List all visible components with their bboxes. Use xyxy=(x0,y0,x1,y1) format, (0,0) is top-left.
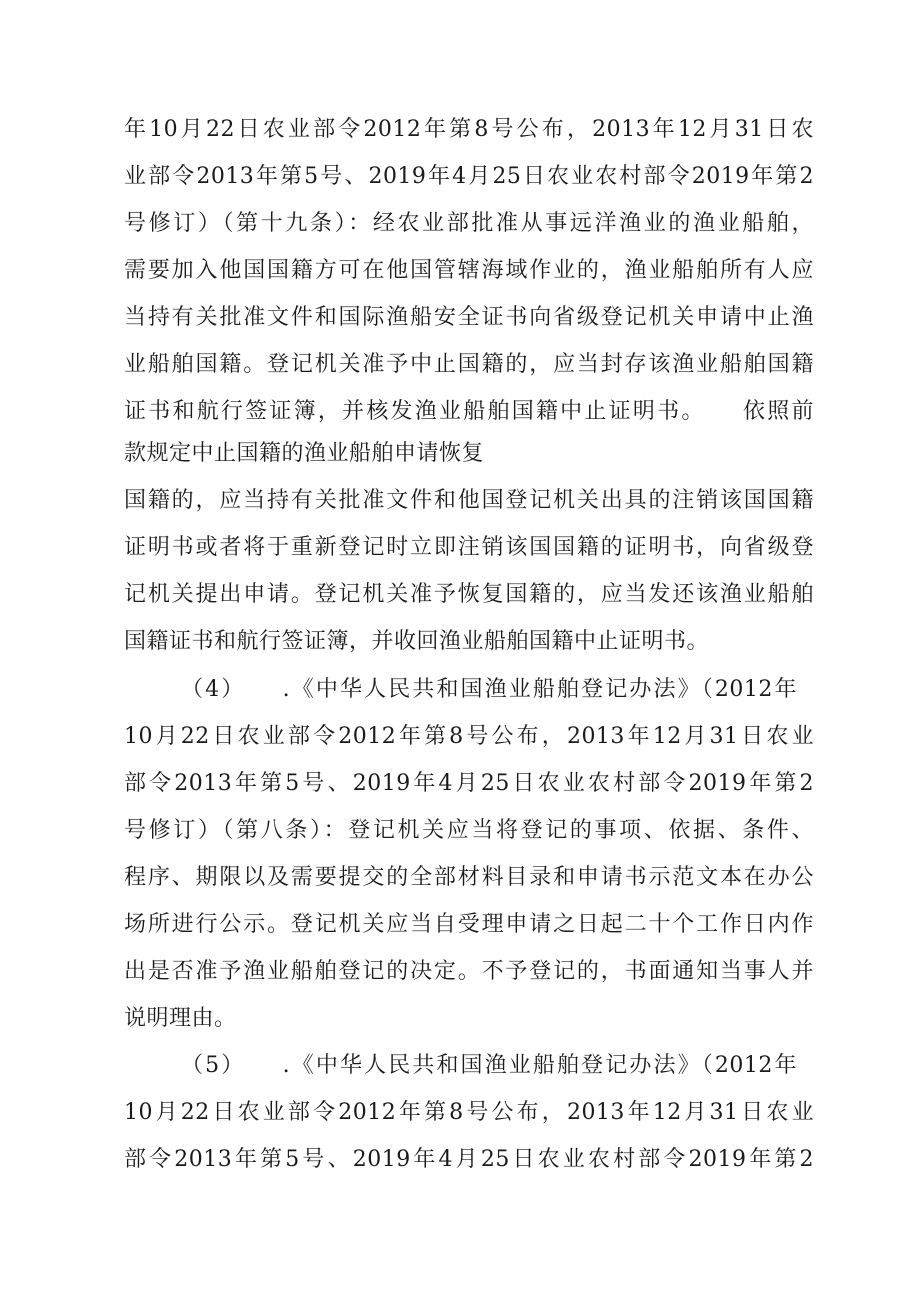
text-line: 部令2013年第5号、2019年4月25日农业农村部令2019年第2 xyxy=(124,1147,814,1172)
text-line: 证明书或者将于重新登记时立即注销该国国籍的证明书，向省级登 xyxy=(124,535,814,560)
text-line: 当持有关批准文件和国际渔船安全证书向省级登记机关申请中止渔 xyxy=(124,305,814,330)
text-line: 业船舶国籍。登记机关准予中止国籍的，应当封存该渔业船舶国籍 xyxy=(124,352,814,377)
text-line: （4） .《中华人民共和国渔业船舶登记办法》（2012年 xyxy=(181,677,797,702)
text-line: 部令2013年第5号、2019年4月25日农业农村部令2019年第2 xyxy=(124,771,814,796)
text-line: 程序、期限以及需要提交的全部材料目录和申请书示范文本在办公 xyxy=(124,865,814,890)
text-line: 国籍证书和航行签证簿，并收回渔业船舶国籍中止证明书。 xyxy=(124,629,710,654)
text-line: 说明理由。 xyxy=(124,1006,237,1031)
text-line: 号修订）（第八条）：登记机关应当将登记的事项、依据、条件、 xyxy=(124,818,814,843)
text-line: （5） .《中华人民共和国渔业船舶登记办法》（2012年 xyxy=(181,1053,797,1078)
text-line: 业部令2013年第5号、2019年4月25日农业农村部令2019年第2 xyxy=(124,164,814,189)
text-line: 记机关提出申请。登记机关准予恢复国籍的，应当发还该渔业船舶 xyxy=(124,582,814,607)
text-line: 10月22日农业部令2012年第8号公布，2013年12月31日农业 xyxy=(124,724,814,749)
text-line: 10月22日农业部令2012年第8号公布，2013年12月31日农业 xyxy=(124,1100,814,1125)
text-line: 场所进行公示。登记机关应当自受理申请之日起二十个工作日内作 xyxy=(124,912,814,937)
text-line: 证书和航行签证簿，并核发渔业船舶国籍中止证明书。 依照前 xyxy=(124,399,814,424)
text-line: 需要加入他国国籍方可在他国管辖海域作业的，渔业船舶所有人应 xyxy=(124,258,814,283)
text-line: 出是否准予渔业船舶登记的决定。不予登记的，书面通知当事人并 xyxy=(124,959,814,984)
text-line: 国籍的，应当持有关批准文件和他国登记机关出具的注销该国国籍 xyxy=(124,488,814,513)
text-line: 号修订）（第十九条）：经农业部批准从事远洋渔业的渔业船舶， xyxy=(124,211,814,236)
text-line: 年10月22日农业部令2012年第8号公布，2013年12月31日农 xyxy=(124,117,814,142)
text-line: 款规定中止国籍的渔业船舶申请恢复 xyxy=(124,441,485,466)
